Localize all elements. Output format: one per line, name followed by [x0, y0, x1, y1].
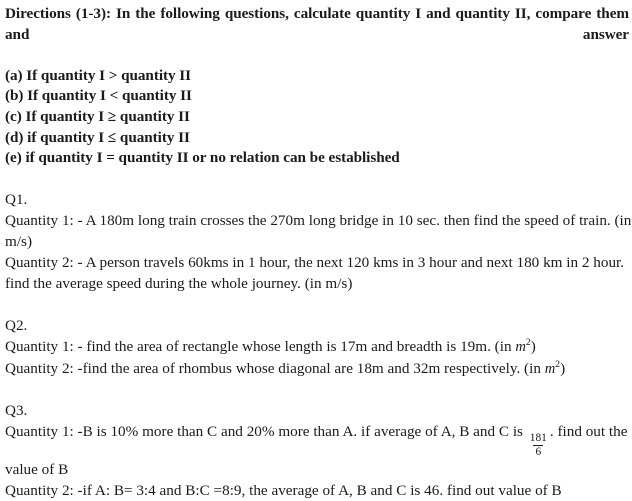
spacer-after-question-1	[5, 294, 629, 315]
option-a: (a) If quantity I > quantity II	[5, 66, 192, 84]
question-3-quantity-1	[5, 421, 632, 480]
question-2	[5, 315, 629, 380]
unit-meter-squared-icon	[515, 336, 531, 355]
fraction-numerator: 181	[529, 432, 547, 445]
question-2-quantity-1-text-end: )	[530, 337, 536, 355]
question-1	[5, 189, 632, 294]
question-2-quantity-2-text-end: )	[560, 359, 566, 377]
question-2-quantity-2-math-exponent: 2	[555, 358, 561, 370]
question-2-quantity-2-math-base: m	[544, 360, 556, 377]
question-2-quantity-1-math-base: m	[515, 338, 526, 355]
spacer-after-question-2	[5, 380, 629, 401]
question-1-quantity-1: Quantity 1: - A 180m long train crosses the 270m long bridge in 10 sec. then find the speed of train. (in m/s)	[5, 212, 632, 251]
question-2-quantity-1	[5, 336, 632, 358]
directions-block	[5, 4, 629, 169]
question-2-quantity-1-text: Quantity 1: - find the area of rectangle whose length is 17m and breadth is 19m. (in	[5, 337, 516, 355]
question-3-quantity-1-text: Quantity 1: -B is 10% more than C and 20% more than A. if average of A, B and C is	[5, 423, 527, 441]
question-2-quantity-1-math-exponent: 2	[525, 336, 531, 348]
question-3	[5, 400, 629, 501]
question-1-quantity-2: Quantity 2: - A person travels 60kms in 1 hour, the next 120 kms in 3 hour and next 180 km in 2 hour. find the average speed during the whole journey. (in m/s)	[5, 254, 625, 293]
question-3-quantity-1-text-end: . find out the value of B	[5, 423, 628, 478]
spacer-after-directions	[5, 169, 629, 190]
question-2-label: Q2.	[5, 316, 28, 334]
question-1-label: Q1.	[5, 191, 28, 209]
question-3-quantity-2: Quantity 2: -if A: B= 3:4 and B:C =8:9, the average of A, B and C is 46. find out value of B	[5, 481, 562, 499]
fraction-denominator: 6	[535, 446, 542, 459]
fraction-181-over-6	[528, 433, 549, 459]
option-b: (b) If quantity I < quantity II	[5, 87, 192, 105]
question-3-label: Q3.	[5, 402, 28, 420]
question-2-quantity-2	[5, 358, 632, 380]
question-2-quantity-2-text: Quantity 2: -find the area of rhombus whose diagonal are 18m and 32m respectively. (in	[5, 359, 545, 377]
option-e: (e) if quantity I = quantity II or no relation can be established	[5, 149, 400, 167]
unit-meter-squared-icon	[544, 358, 561, 377]
directions-intro: Directions (1-3): In the following questions, calculate quantity I and quantity II, compare them and answer	[5, 5, 629, 43]
option-d: (d) if quantity I ≤ quantity II	[5, 128, 190, 146]
option-c: (c) If quantity I ≥ quantity II	[5, 107, 190, 125]
